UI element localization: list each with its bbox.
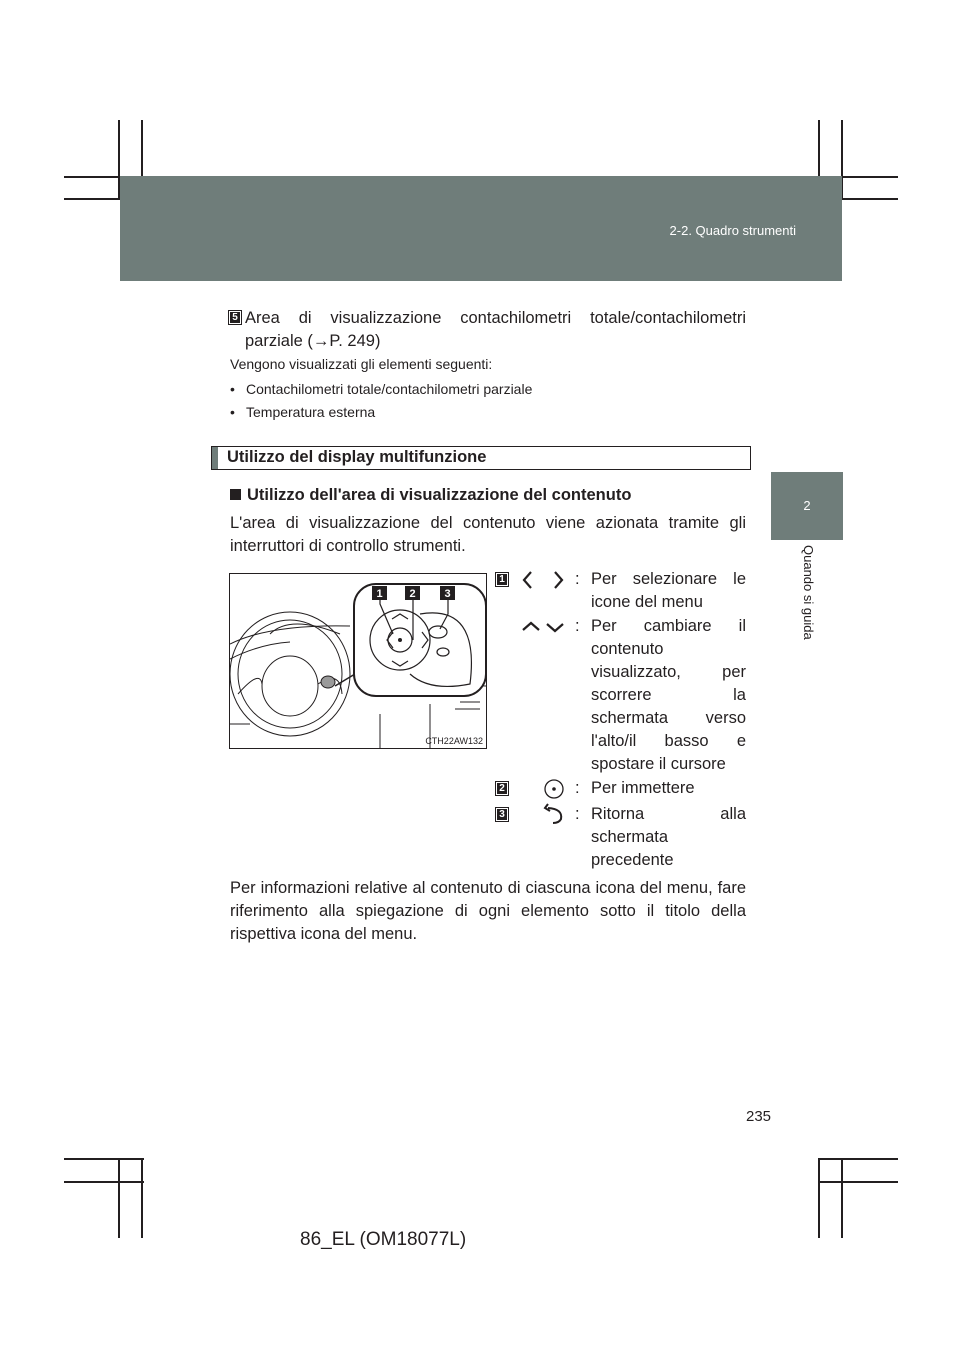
crop-mark: [818, 1158, 898, 1160]
page-number: 235: [746, 1108, 772, 1125]
header-band: [120, 176, 842, 281]
key-desc-2-line: spostare il cursore: [591, 755, 726, 773]
square-bullet-icon: [230, 489, 241, 500]
key-row-4: [495, 803, 746, 873]
key-desc-4-line: schermata: [591, 828, 669, 846]
zoom-callout: [354, 584, 486, 696]
section-heading: [211, 446, 751, 470]
key-desc-2-line: Per cambiare il: [591, 617, 746, 635]
figure-label-1: 1: [376, 588, 383, 600]
key-desc-2-line: visualizzato, per: [591, 663, 746, 681]
section-header-title: 2-2. Quadro strumenti: [669, 223, 796, 238]
subsection-heading: [230, 486, 631, 505]
list-item: • Temperatura esterna: [230, 404, 376, 420]
chapter-tab-number: 2: [771, 472, 843, 540]
enter-dot-icon: [519, 777, 567, 801]
paragraph-intro: L'area di visualizzazione del contenuto viene azionata tramite gli interruttori di controllo strumenti.: [230, 514, 746, 555]
list-item-text: Temperatura esterna: [246, 404, 376, 420]
item-5-intro: Vengono visualizzati gli elementi seguenti:: [230, 356, 493, 372]
key-desc-2-line: schermata verso: [591, 709, 746, 727]
section-heading-bar: [212, 447, 218, 469]
document-code: 86_EL (OM18077L): [300, 1229, 467, 1250]
crop-mark: [64, 1158, 144, 1160]
crop-mark: [64, 1181, 144, 1183]
key-row-2: [495, 615, 746, 780]
key-desc-2-line: contenuto: [591, 640, 664, 658]
colon: :: [575, 805, 580, 823]
key-desc-3-line: Per immettere: [591, 779, 695, 797]
switch-highlight: [321, 676, 335, 688]
figure-label-3: 3: [444, 588, 451, 600]
badge-3: 3: [495, 807, 509, 822]
key-desc-1-line: icone del menu: [591, 593, 703, 611]
subsection-heading-text: Utilizzo dell'area di visualizzazione del contenuto: [247, 486, 632, 504]
list-item-text: Contachilometri totale/contachilometri parziale: [246, 381, 533, 397]
key-desc-2-line: scorrere la: [591, 686, 746, 704]
figure-code: CTH22AW132: [425, 736, 483, 746]
item-5-text: Area di visualizzazione contachilometri totale/contachilometri parziale (→P. 249): [245, 309, 746, 350]
item-5: [228, 307, 746, 353]
crop-mark: [118, 1158, 120, 1238]
key-desc-4-line: precedente: [591, 851, 674, 869]
chapter-tab-label: Quando si guida: [801, 545, 816, 640]
colon: :: [575, 617, 580, 635]
crop-mark: [141, 1158, 143, 1238]
section-heading-text: Utilizzo del display multifunzione: [227, 448, 487, 466]
figure-label-2: 2: [409, 588, 416, 600]
badge-1: 1: [495, 572, 509, 587]
crop-mark: [818, 1158, 820, 1238]
steering-wheel-drawing: [230, 574, 486, 748]
chevron-left-right-icon: [519, 568, 567, 592]
crop-mark: [841, 1158, 843, 1238]
key-desc-2-line: l'alto/il basso e: [591, 732, 746, 750]
key-row-1: [495, 568, 746, 618]
key-row-3: [495, 777, 746, 801]
badge-5: 5: [228, 310, 242, 325]
colon: :: [575, 570, 580, 588]
steering-switch-illustration: [229, 573, 487, 749]
key-desc-4-line: Ritorna alla: [591, 805, 746, 823]
chevron-up-down-icon: [519, 615, 567, 639]
list-item: • Contachilometri totale/contachilometri parziale: [230, 381, 533, 397]
paragraph-reference: Per informazioni relative al contenuto di ciascuna icona del menu, fare riferimento alla spiegazione di ogni elemento sotto il titolo della rispettiva icona del menu.: [230, 879, 746, 943]
return-arrow-icon: [519, 803, 567, 827]
badge-2: 2: [495, 781, 509, 796]
crop-mark: [818, 1181, 898, 1183]
colon: :: [575, 779, 580, 797]
key-desc-1-line: Per selezionare le: [591, 570, 746, 588]
